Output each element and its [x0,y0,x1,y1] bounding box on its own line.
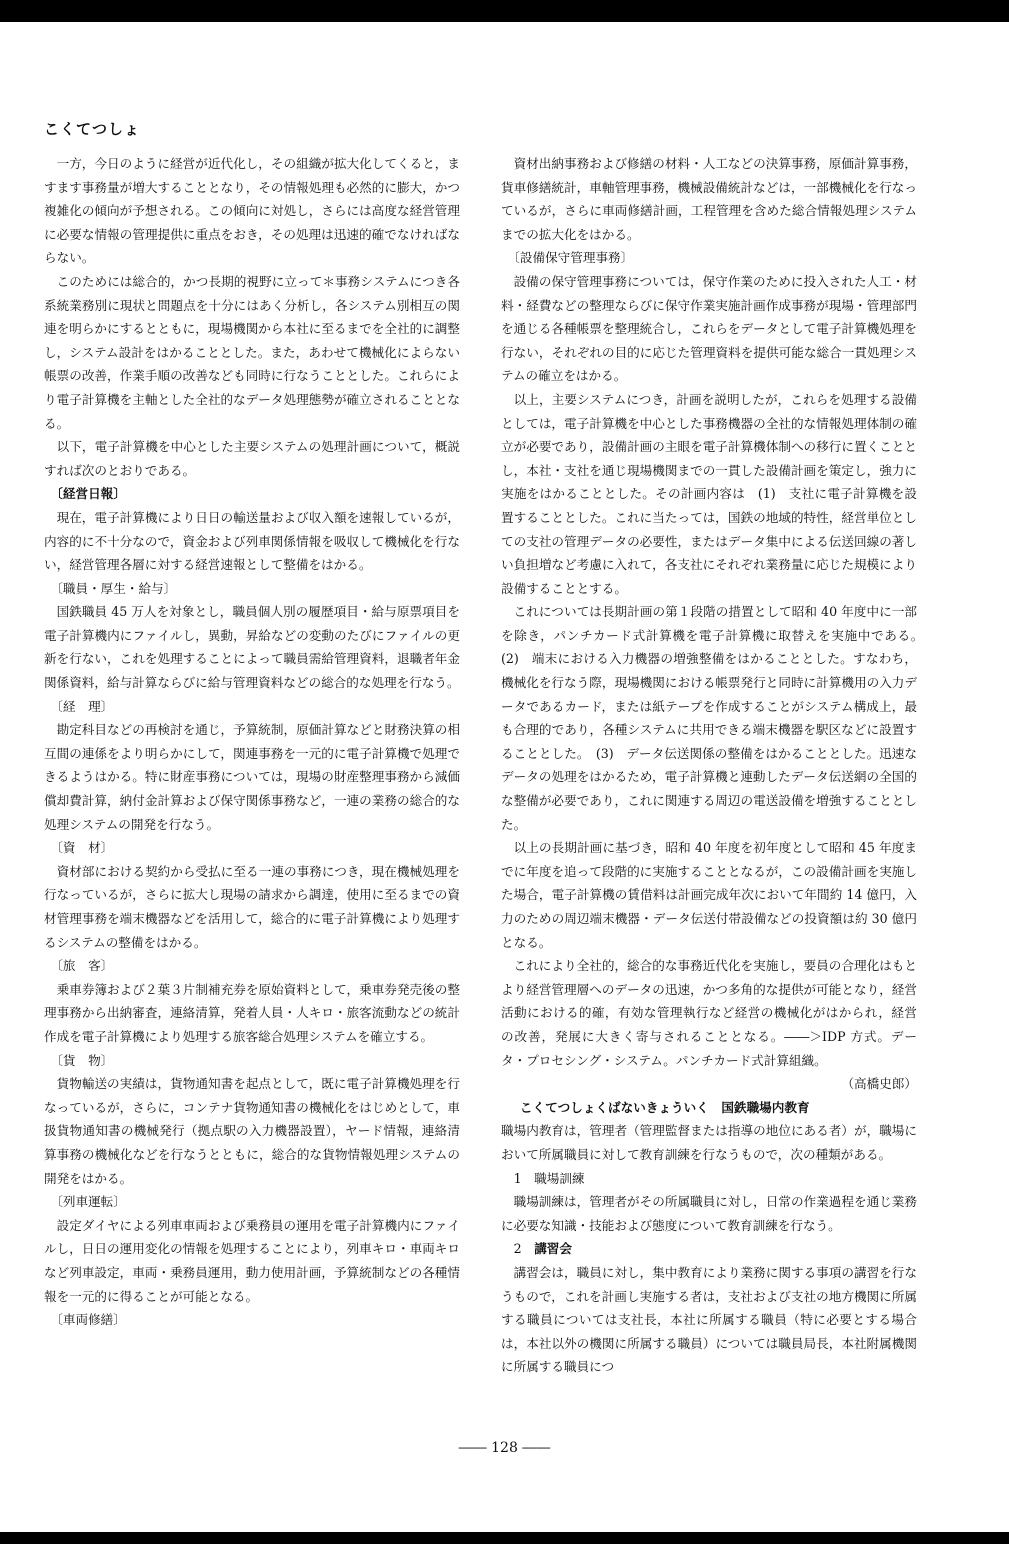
paragraph: これにより全社的，総合的な事務近代化を実施し，要員の合理化はもとより経営管理層へのデータの迅速，かつ多角的な提供が可能となり，経営活動における的確，有効な管理執行など経営の機械化がはかられ，経営の改善，発展に大きく寄与されることとなる。――＞IDP 方式。データ・プロセシング・システム。パンチカード式計算組織。 [501,958,917,1068]
paragraph: 職場訓練は，管理者がその所属職員に対し，日常の作業過程を通じ業務に必要な知識・技能および態度について教育訓練を行なう。 [501,1194,917,1233]
paragraph: 講習会は，職員に対し，集中教育により業務に関する事項の講習を行なうもので，これを計画し実施する者は，支社および支社の地方機関に所属する職員については支社長，本社に所属する職員（特に必要とする場合は，本社以外の機関に所属する職員）については職員局長，本社附属機関に所属する職員につ [501,1264,917,1375]
running-header: こくてつしょ [44,120,141,138]
paragraph: 職場内教育は，管理者（管理監督または指導の地位にある者）が，職場において所属職員に対して教育訓練を行なうもので，次の種類がある。 [501,1123,917,1162]
section-heading: 〔車両修繕〕 [50,1312,126,1328]
left-column [44,152,460,1332]
section-heading: 〔資 材〕 [50,840,114,856]
paragraph: 以下，電子計算機を中心とした主要システムの処理計画について，概説すれば次のとおりである。 [44,439,460,478]
section-heading: 〔旅 客〕 [50,958,114,974]
paragraph: 乗車券簿および２葉３片制補充券を原始資料として，乗車券発売後の整理事務から出納審査，連絡清算，発着人員・人キロ・旅客流動などの統計作成を電子計算機により処理する旅客総合処理システムを確立する。 [44,981,460,1044]
paragraph: 資材部における契約から受払に至る一連の事務につき，現在機械処理を行なっているが，さらに拡大し現場の請求から調達，使用に至るまでの資材管理事務を端末機器などを活用して，総合的に電子計算機により処理するシステムの整備をはかる。 [44,863,460,950]
footer-rule-right: ―― [517,1440,551,1456]
heading-number: 1 [513,1170,522,1186]
top-border [0,0,1009,22]
paragraph: 以上，主要システムにつき，計画を説明したが，これらを処理する設備としては，電子計算機を中心とした事務機器の全社的な情報処理体制の確立が必要であり，設備計画の主眼を電子計算機体制への移行に置くこととし，本社・支社を通じ現場機関までの一貫した設備計画を策定し，強力に実施をはかることとした。その計画内容は (1) 支社に電子計算機を設置することとした。これに当たっては，国鉄の地域的特性，経営単位としての支社の管理データの必要性，またはデータ集中による伝送回線の著しい負担増など考慮に入れて，各支社にそれぞれ業務量に応じた規模により設備することとする。 [501,391,917,596]
heading-number: 2 [513,1241,522,1257]
paragraph: 設定ダイヤによる列車車両および乗務員の運用を電子計算機内にファイルし，日日の運用変化の情報を処理することにより，列車キロ・車両キロなど列車設定，車両・乗務員運用，動力使用計画，予算統制などの各種情報を一元的に得ることが可能となる。 [44,1217,460,1304]
numbered-heading [501,1237,917,1261]
bottom-border [0,1532,1009,1544]
entry-title: こくてつしょくばないきょういく 国鉄職場内教育 [519,1099,810,1115]
paragraph: 以上の長期計画に基づき，昭和 40 年度を初年度として昭和 45 年度までに年度を追って段階的に実施することとなるが，この設備計画を実施した場合，電子計算機の賃借料は計画完成年次において年間約 14 億円，入力のための周辺端末機器・データ伝送付帯設備などの投資額は約 30 億円となる。 [501,840,917,950]
paragraph: 設備の保守管理事務については，保守作業のために投入された人工・材料・経費などの整理ならびに保守作業実施計画作成事務が現場・管理部門を通じる各種帳票を整理統合し，これらをデータとして電子計算機処理を行ない，それぞれの目的に応じた管理資料を提供可能な総合一貫処理システムの確立をはかる。 [501,273,917,384]
section-heading: 〔設備保守管理事務〕 [507,250,634,266]
paragraph: このためには総合的，かつ長期的視野に立って＊事務システムにつき各系統業務別に現状と問題点を十分にはあく分析し，各システム別相互の関連を明らかにするとともに，現場機関から本社に至るまでを全社的に調整し，システム設計をはかることとした。また，あわせて機械化によらない帳票の改善，作業手順の改善なども同時に行なうこととした。これらにより電子計算機を主軸とした全社的なデータ処理態勢が確立されることとなる。 [44,273,460,431]
paragraph: 一方，今日のように経営が近代化し，その組織が拡大化してくると，ますます事務量が増大することとなり，その情報処理も必然的に膨大，かつ複雑化の傾向が予想される。この傾向に対処し，さらには高度な経営管理に必要な情報の管理提供に重点をおき，その処理は迅速的確でなければならない。 [44,156,460,266]
heading-text: 講習会 [534,1241,572,1257]
footer-rule-left: ―― [458,1440,492,1456]
section-heading: 〔貨 物〕 [50,1052,114,1068]
paragraph: 資材出納事務および修繕の材料・人工などの決算事務，原価計算事務，貨車修繕統計，車軸管理事務，機械設備統計などは，一部機械化を行なっているが，さらに車両修繕計画，工程管理を含めた総合情報処理システムまでの拡大化をはかる。 [501,156,917,242]
numbered-heading [501,1167,917,1191]
paragraph: 現在，電子計算機により日日の輸送量および収入額を速報しているが，内容的に不十分なので，資金および列車関係情報を吸収して機械化を行ない，経営管理各層に対する経営速報として整備をはかる。 [44,509,460,573]
section-heading: 〔職員・厚生・給与〕 [50,580,177,596]
paragraph: 勘定科目などの再検討を通じ，予算統制，原価計算などと財務決算の相互間の連係をより明らかにして，関連事務を一元的に電子計算機で処理できるようはかる。特に財産事務については，現場の財産整理事務から減価償却費計算，納付金計算および保守関係事務など，一連の業務の総合的な処理システムの開発を行なう。 [44,722,460,832]
right-column [501,152,930,1379]
section-heading: 〔経営日報〕 [50,486,126,502]
page-number: 128 [491,1440,518,1456]
section-heading: 〔経 理〕 [50,698,114,714]
page-footer [0,1440,1009,1456]
paragraph: 国鉄職員 45 万人を対象とし，職員個人別の履歴項目・給与原票項目を電子計算機内にファイルし，異動，昇給などの変動のたびにファイルの更新を行ない，これを処理することによって職員需給管理資料，退職者年金関係資料，給与計算ならびに給与管理資料などの総合的な処理を行なう。 [44,604,460,691]
section-heading: 〔列車運転〕 [50,1194,126,1210]
paragraph: 貨物輸送の実績は，貨物通知書を起点として，既に電子計算機処理を行なっているが，さらに，コンテナ貨物通知書の機械化をはじめとして，車扱貨物通知書の機械発行（拠点駅の入力機器設置），ヤード情報，連絡清算事務の機械化などを行なうとともに，総合的な貨物情報処理システムの開発をはかる。 [44,1076,460,1186]
heading-text: 職場訓練 [534,1170,585,1186]
author-credit: （高橋史郎） [841,1076,917,1092]
paragraph: これについては長期計画の第１段階の措置として昭和 40 年度中に一部を除き，パンチカード式計算機を電子計算機に取替えを実施中である。 (2) 端末における入力機器の増強整備をはかることとした。すなわち，機械化を行なう際，現場機関における帳票発行と同時に計算機用の入力データであるカード，または紙テープを作成することがシステム構成上，最も合理的であり，各種システムに共用できる端末機器を駅区などに設置することとした。 (3) データ伝送関係の整備をはかることとした。迅速なデータの処理をはかるため，電子計算機と連動したデータ伝送網の全国的な整備が必要であり，これに関連する周辺の電送設備を増強することとした。 [501,604,930,832]
